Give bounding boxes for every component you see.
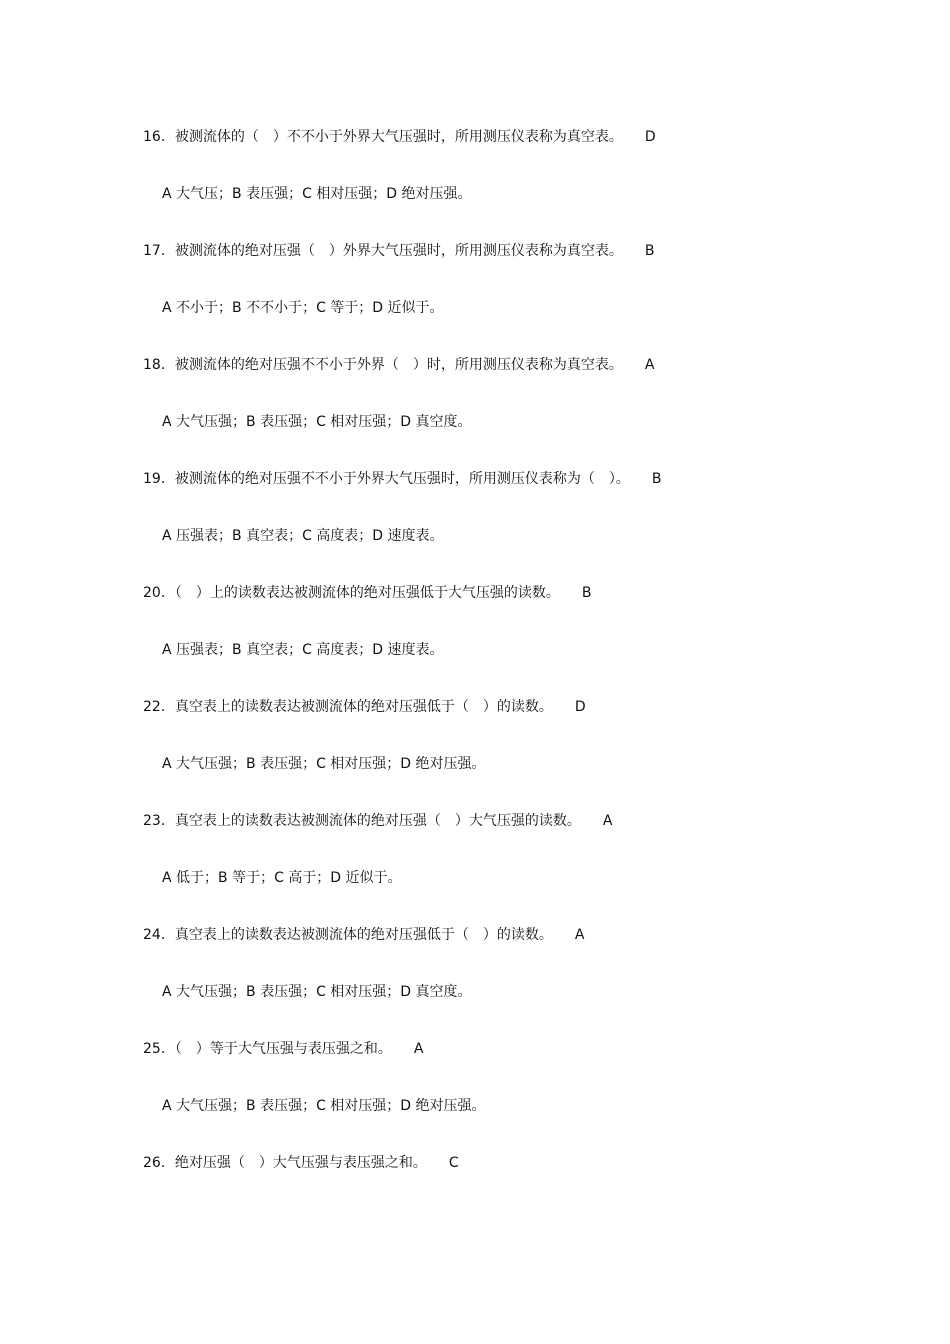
question-options: A 大气压强；B 表压强；C 相对压强；D 绝对压强。 <box>162 756 486 772</box>
answer-key: D <box>574 699 586 715</box>
question-options: A 压强表；B 真空表；C 高度表；D 速度表。 <box>162 642 444 658</box>
question-18 <box>143 355 903 432</box>
answer-key: D <box>644 129 656 145</box>
question-22 <box>143 697 903 774</box>
question-19 <box>143 469 903 546</box>
question-24 <box>143 925 903 1002</box>
question-stem: 17．被测流体的绝对压强（ ）外界大气压强时，所用测压仪表称为真空表。 <box>143 243 623 259</box>
question-stem-line <box>143 355 903 375</box>
answer-key: B <box>644 243 655 259</box>
question-16 <box>143 127 903 204</box>
question-stem-line <box>143 583 903 603</box>
question-23 <box>143 811 903 888</box>
question-25 <box>143 1039 903 1116</box>
question-26 <box>143 1153 903 1173</box>
answer-key: A <box>644 357 655 373</box>
answer-key: A <box>413 1041 424 1057</box>
answer-key: B <box>651 471 662 487</box>
question-stem-line <box>143 241 903 261</box>
question-stem-line <box>143 1153 903 1173</box>
question-stem-line <box>143 925 903 945</box>
question-options: A 压强表；B 真空表；C 高度表；D 速度表。 <box>162 528 444 544</box>
question-list <box>143 127 903 1210</box>
question-stem-line <box>143 697 903 717</box>
question-options: A 大气压强；B 表压强；C 相对压强；D 真空度。 <box>162 414 472 430</box>
question-stem: 18．被测流体的绝对压强不不小于外界（ ）时，所用测压仪表称为真空表。 <box>143 357 623 373</box>
question-stem: 26．绝对压强（ ）大气压强与表压强之和。 <box>143 1155 427 1171</box>
question-stem-line <box>143 469 903 489</box>
answer-key: A <box>574 927 585 943</box>
question-stem: 20．（ ）上的读数表达被测流体的绝对压强低于大气压强的读数。 <box>143 585 560 601</box>
question-stem: 19．被测流体的绝对压强不不小于外界大气压强时，所用测压仪表称为（ ）。 <box>143 471 630 487</box>
question-stem: 24．真空表上的读数表达被测流体的绝对压强低于（ ）的读数。 <box>143 927 553 943</box>
question-options: A 大气压强；B 表压强；C 相对压强；D 真空度。 <box>162 984 472 1000</box>
question-stem: 23．真空表上的读数表达被测流体的绝对压强（ ）大气压强的读数。 <box>143 813 581 829</box>
answer-key: A <box>602 813 613 829</box>
question-options: A 大气压；B 表压强；C 相对压强；D 绝对压强。 <box>162 186 472 202</box>
question-stem-line <box>143 811 903 831</box>
question-20 <box>143 583 903 660</box>
answer-key: B <box>581 585 592 601</box>
question-17 <box>143 241 903 318</box>
question-stem: 16．被测流体的（ ）不不小于外界大气压强时，所用测压仪表称为真空表。 <box>143 129 623 145</box>
question-options: A 大气压强；B 表压强；C 相对压强；D 绝对压强。 <box>162 1098 486 1114</box>
question-stem-line <box>143 127 903 147</box>
question-options: A 低于；B 等于；C 高于；D 近似于。 <box>162 870 402 886</box>
question-stem-line <box>143 1039 903 1059</box>
answer-key: C <box>448 1155 459 1171</box>
question-options: A 不小于；B 不不小于；C 等于；D 近似于。 <box>162 300 444 316</box>
question-stem: 22．真空表上的读数表达被测流体的绝对压强低于（ ）的读数。 <box>143 699 553 715</box>
question-stem: 25．（ ）等于大气压强与表压强之和。 <box>143 1041 392 1057</box>
